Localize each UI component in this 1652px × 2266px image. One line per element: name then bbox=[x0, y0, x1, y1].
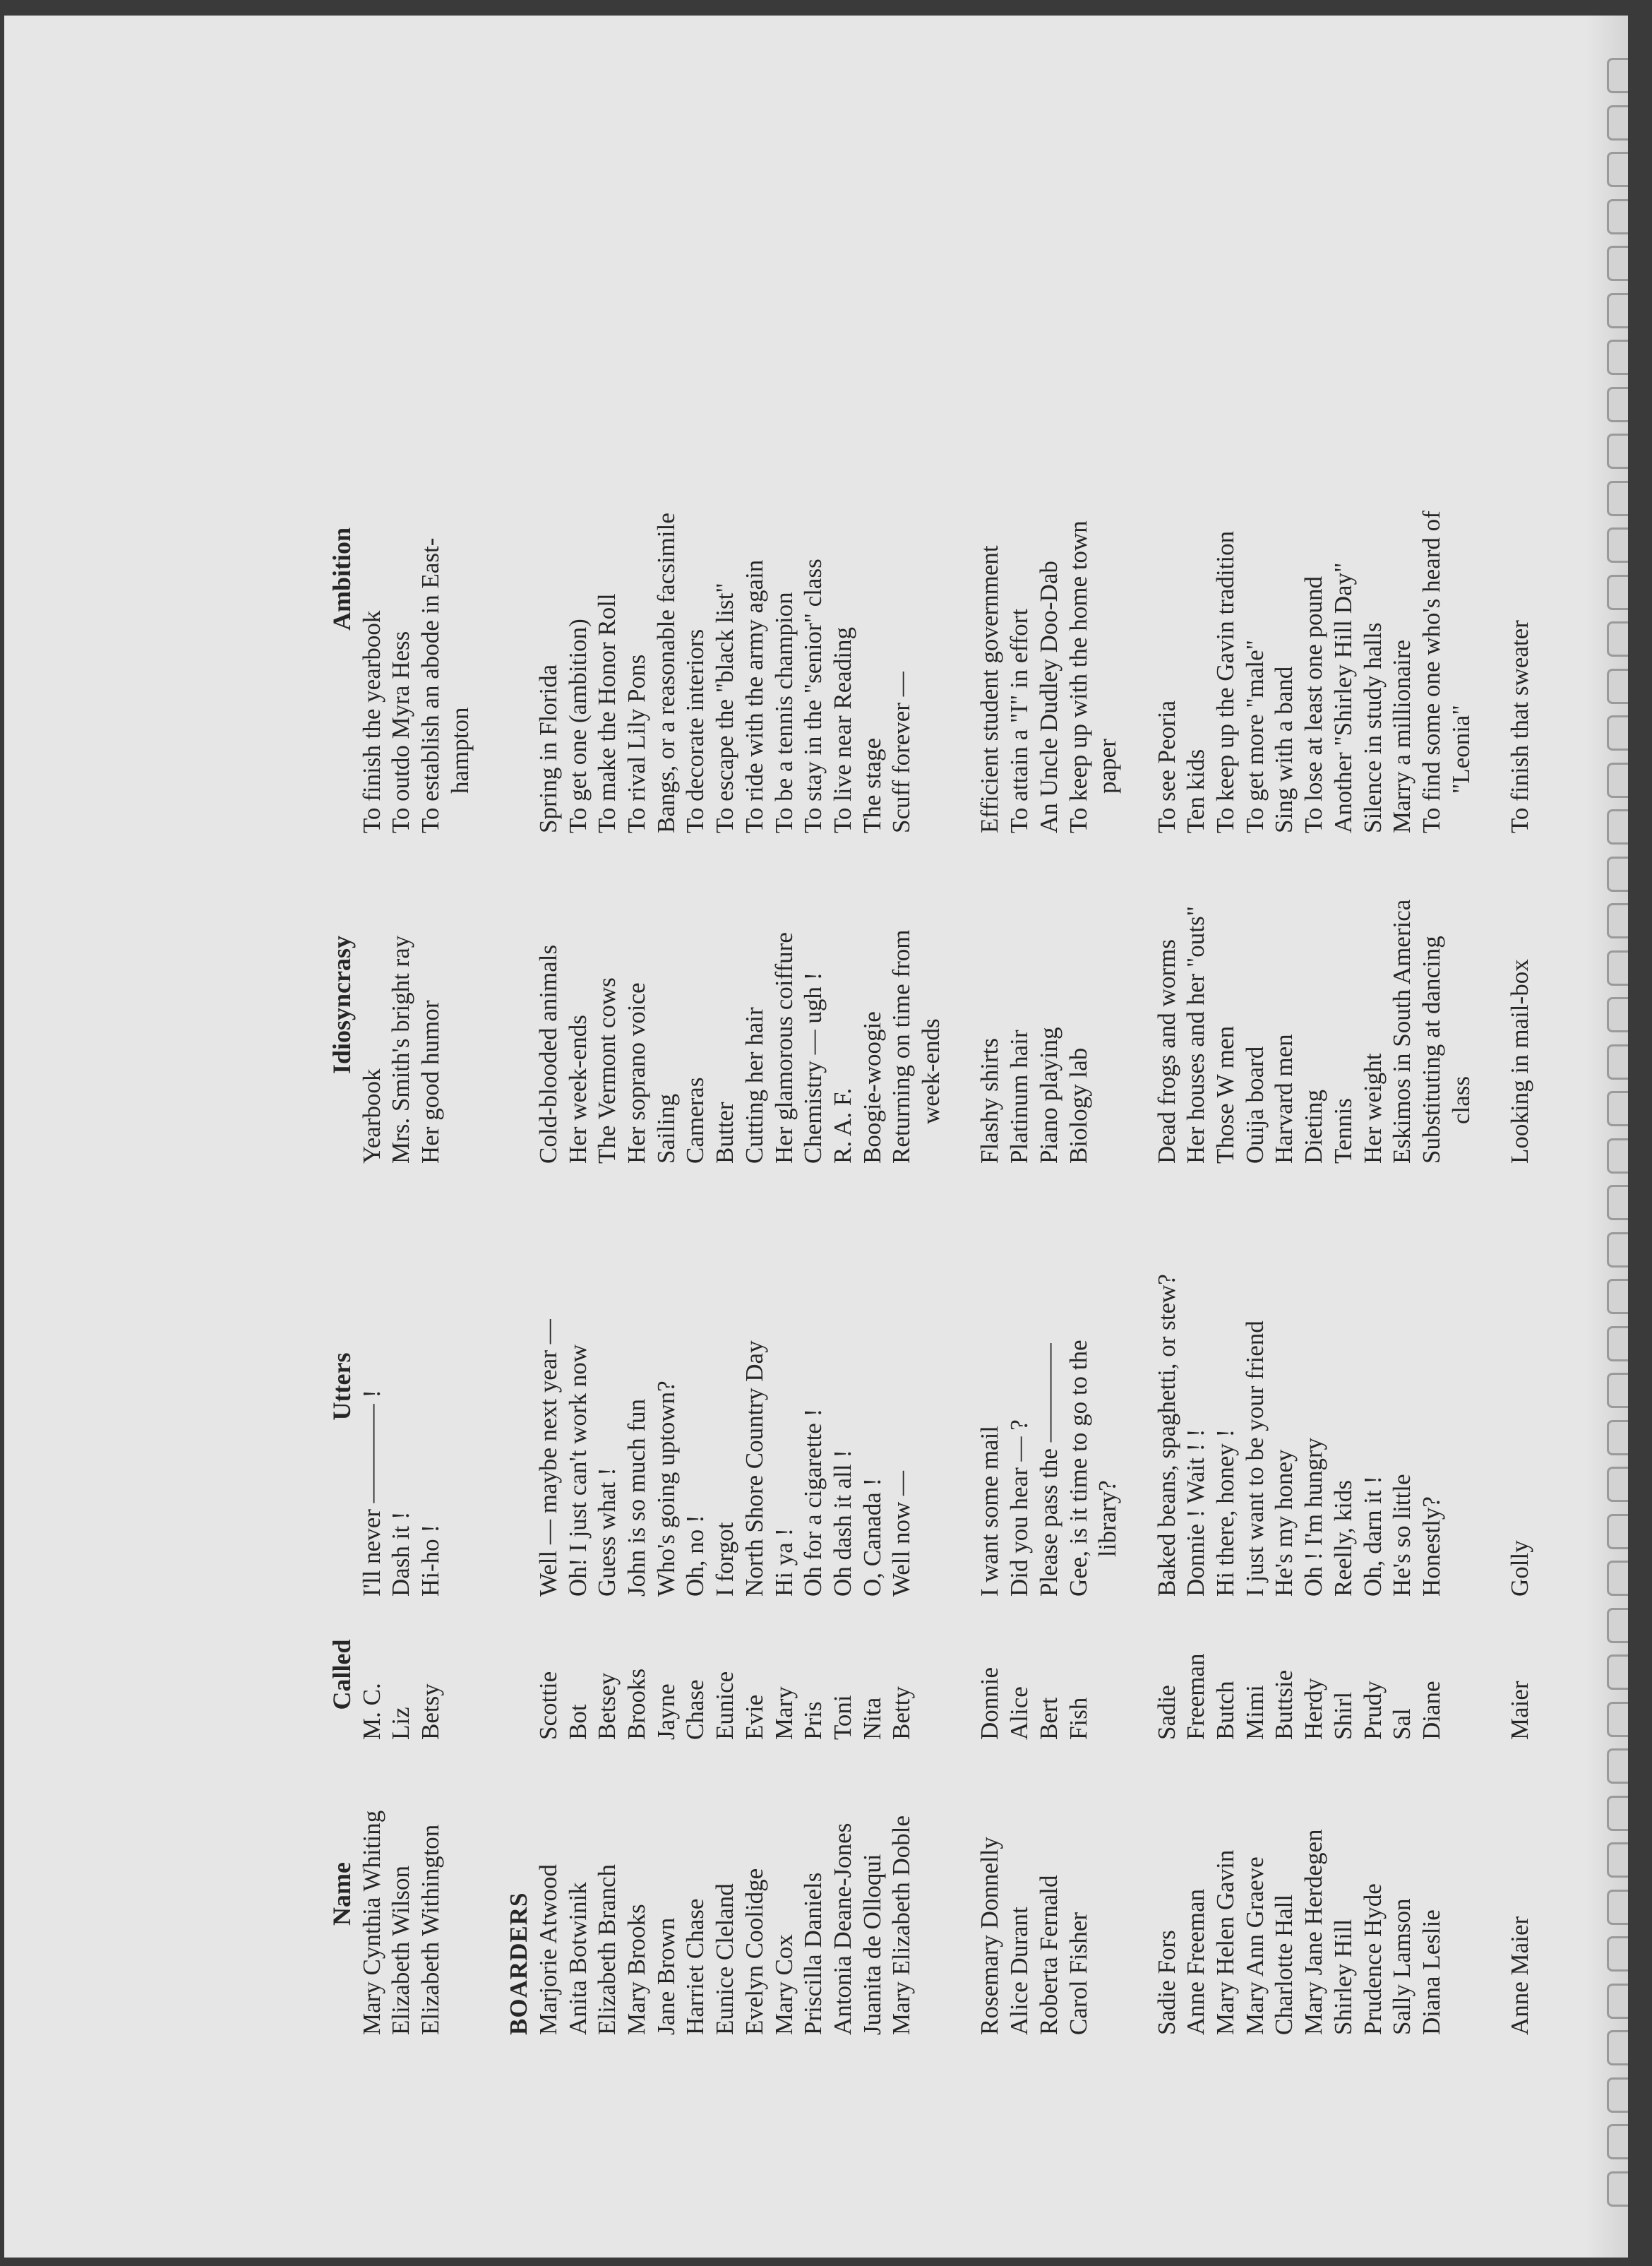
student-nickname: Diane bbox=[1417, 1681, 1445, 1740]
student-ambition: To be a tennis champion bbox=[770, 592, 798, 833]
binding-ring bbox=[1607, 1748, 1628, 1784]
student-nickname: Buttsie bbox=[1270, 1669, 1298, 1740]
binding-ring bbox=[1607, 2124, 1628, 2159]
binding-ring bbox=[1607, 1420, 1628, 1455]
binding-ring bbox=[1607, 1984, 1628, 2019]
student-name: Mary Cox bbox=[770, 1934, 798, 2035]
empty-cell bbox=[916, 325, 946, 833]
student-utters: I just want to be your friend bbox=[1240, 1320, 1269, 1597]
student-name: Marjorie Atwood bbox=[534, 1864, 562, 2035]
empty-cell bbox=[1093, 1609, 1123, 1740]
binding-ring bbox=[1607, 1842, 1628, 1878]
empty-cell bbox=[916, 1176, 946, 1597]
header-idiosyncrasy: Idiosyncrasy bbox=[328, 935, 356, 1075]
empty-cell bbox=[1447, 1753, 1476, 2035]
binding-ring bbox=[1607, 1279, 1628, 1314]
empty-cell bbox=[916, 1753, 946, 2035]
student-idiosyncrasy: Sailing bbox=[652, 1093, 680, 1164]
empty-cell bbox=[1447, 1176, 1476, 1597]
binding-ring bbox=[1607, 1936, 1628, 1972]
student-ambition: To keep up the Gavin tradition bbox=[1211, 530, 1240, 833]
student-idiosyncrasy: Boogie-woogie bbox=[858, 1011, 886, 1164]
student-utters: Hi there, honey ! bbox=[1211, 1429, 1240, 1597]
binding-ring bbox=[1607, 1890, 1628, 1925]
student-utters: Oh ! I'm hungry bbox=[1300, 1437, 1328, 1597]
student-idiosyncrasy: Cameras bbox=[681, 1077, 710, 1164]
student-name: Evelyn Coolidge bbox=[740, 1868, 768, 2035]
student-ambition: Another "Shirley Hill Day" bbox=[1329, 562, 1357, 833]
student-utters: Hi ya ! bbox=[770, 1527, 798, 1597]
student-nickname: Herdy bbox=[1300, 1678, 1328, 1740]
binding-ring bbox=[1607, 1796, 1628, 1831]
student-ambition: Scuff forever — bbox=[887, 672, 916, 833]
student-utters: He's my honey bbox=[1270, 1449, 1298, 1597]
student-nickname: Betsy bbox=[417, 1683, 445, 1740]
spiral-binding bbox=[1601, 58, 1628, 2233]
student-name: Rosemary Donnelly bbox=[976, 1837, 1004, 2035]
binding-ring bbox=[1607, 527, 1628, 563]
binding-ring bbox=[1607, 950, 1628, 986]
student-nickname: Mary bbox=[770, 1686, 798, 1740]
empty-cell bbox=[1447, 1609, 1476, 1740]
binding-ring bbox=[1607, 763, 1628, 798]
binding-ring bbox=[1607, 1514, 1628, 1549]
binding-ring bbox=[1607, 2030, 1628, 2065]
student-name: Mary Jane Herdegen bbox=[1300, 1829, 1328, 2035]
student-idiosyncrasy: Substituting at dancing bbox=[1417, 936, 1445, 1164]
student-idiosyncrasy: Yearbook bbox=[357, 1068, 385, 1164]
group-spacer bbox=[1476, 325, 1505, 2035]
student-idiosyncrasy: Piano playing bbox=[1034, 1027, 1063, 1164]
student-name: Anne Maier bbox=[1506, 1916, 1534, 2035]
student-nickname: Sal bbox=[1388, 1708, 1416, 1740]
student-idiosyncrasy: Mrs. Smith's bright ray bbox=[387, 935, 415, 1164]
student-idiosyncrasy: Eskimos in South America bbox=[1388, 899, 1416, 1164]
student-name: Mary Brooks bbox=[623, 1904, 651, 2035]
student-name: Jane Brown bbox=[652, 1917, 680, 2035]
student-utters: Well now — bbox=[887, 1471, 916, 1597]
student-name: Sadie Fors bbox=[1152, 1930, 1180, 2035]
student-nickname: Fish bbox=[1064, 1697, 1092, 1740]
student-ambition: To outdo Myra Hess bbox=[387, 631, 415, 833]
student-nickname: Nita bbox=[858, 1697, 886, 1740]
student-ambition: To stay in the "senior" class bbox=[799, 559, 827, 833]
binding-ring bbox=[1607, 340, 1628, 375]
binding-ring bbox=[1607, 857, 1628, 892]
student-utters: Dash it ! bbox=[387, 1511, 415, 1597]
student-idiosyncrasy: Chemistry — ugh ! bbox=[799, 972, 827, 1164]
student-utters: Please pass the ———— bbox=[1034, 1343, 1063, 1597]
student-ambition: Spring in Florida bbox=[534, 664, 562, 833]
student-utters: Well — maybe next year — bbox=[534, 1319, 562, 1597]
empty-cell bbox=[1093, 1753, 1123, 2035]
student-utters: North Shore Country Day bbox=[740, 1340, 768, 1597]
student-name: Elizabeth Branch bbox=[593, 1864, 621, 2035]
student-name: Shirley Hill bbox=[1329, 1919, 1357, 2035]
student-utters: Hi-ho ! bbox=[417, 1524, 445, 1597]
student-utters: Did you hear — ? bbox=[1005, 1419, 1034, 1597]
binding-ring bbox=[1607, 1467, 1628, 1502]
student-utters: Oh, darn it ! bbox=[1358, 1475, 1387, 1597]
student-name: Alice Durant bbox=[1005, 1907, 1034, 2035]
student-nickname: Sadie bbox=[1152, 1685, 1180, 1740]
student-idiosyncrasy: Tennis bbox=[1329, 1098, 1357, 1164]
student-nickname: Scottie bbox=[534, 1671, 562, 1740]
student-ambition: Marry a millionaire bbox=[1388, 639, 1416, 833]
student-idiosyncrasy: Her week-ends bbox=[563, 1015, 592, 1164]
empty-cell bbox=[445, 1753, 475, 2035]
binding-ring bbox=[1607, 621, 1628, 657]
student-name: Elizabeth Withington bbox=[417, 1824, 445, 2035]
student-idiosyncrasy: Harvard men bbox=[1270, 1034, 1298, 1164]
student-name: Diana Leslie bbox=[1417, 1909, 1445, 2035]
student-utters-continued: library? bbox=[1094, 1480, 1122, 1557]
binding-ring bbox=[1607, 481, 1628, 516]
binding-ring bbox=[1607, 1561, 1628, 1596]
binding-ring bbox=[1607, 105, 1628, 141]
student-utters: Oh dash it all ! bbox=[828, 1449, 856, 1597]
student-idiosyncrasy: Cutting her hair bbox=[740, 1007, 768, 1164]
student-nickname: Bert bbox=[1034, 1697, 1063, 1740]
student-utters: Donnie ! Wait ! ! bbox=[1182, 1429, 1210, 1597]
student-utters: Oh, no ! bbox=[681, 1515, 710, 1597]
group-spacer bbox=[946, 325, 976, 2035]
student-nickname: Chase bbox=[681, 1679, 710, 1740]
binding-ring bbox=[1607, 293, 1628, 328]
student-name: Mary Cynthia Whiting bbox=[357, 1810, 385, 2035]
student-ambition: To ride with the army again bbox=[740, 559, 768, 833]
student-nickname: Mimi bbox=[1240, 1685, 1269, 1740]
student-ambition: To get more "male" bbox=[1240, 640, 1269, 833]
student-idiosyncrasy: Returning on time from bbox=[887, 929, 916, 1164]
empty-cell bbox=[445, 1609, 475, 1740]
empty-cell bbox=[1093, 846, 1123, 1164]
binding-ring bbox=[1607, 1608, 1628, 1643]
student-idiosyncrasy: Looking in mail-box bbox=[1506, 959, 1534, 1164]
header-utters: Utters bbox=[328, 1352, 356, 1421]
student-idiosyncrasy: Biology lab bbox=[1064, 1047, 1092, 1164]
student-utters: He's so little bbox=[1388, 1474, 1416, 1597]
binding-ring bbox=[1607, 1185, 1628, 1220]
student-ambition: Efficient student government bbox=[976, 545, 1004, 833]
student-ambition: To finish the yearbook bbox=[357, 610, 385, 833]
group-spacer bbox=[1123, 325, 1152, 2035]
binding-ring bbox=[1607, 1654, 1628, 1690]
student-ambition: The stage bbox=[858, 737, 886, 833]
student-nickname: M. C. bbox=[357, 1683, 385, 1740]
student-ambition: To finish that sweater bbox=[1506, 620, 1534, 833]
student-utters: Oh! I just can't work now bbox=[563, 1344, 592, 1597]
student-name: Priscilla Daniels bbox=[799, 1872, 827, 2035]
student-nickname: Freeman bbox=[1182, 1653, 1210, 1740]
binding-ring bbox=[1607, 434, 1628, 469]
student-nickname: Eunice bbox=[711, 1671, 739, 1740]
binding-ring bbox=[1607, 2171, 1628, 2207]
student-nickname: Donnie bbox=[976, 1666, 1004, 1740]
student-ambition: Sing with a band bbox=[1270, 666, 1298, 833]
student-ambition: To get one (ambition) bbox=[563, 619, 592, 833]
binding-ring bbox=[1607, 1044, 1628, 1080]
binding-ring bbox=[1607, 809, 1628, 845]
student-ambition: Silence in study halls bbox=[1358, 622, 1387, 833]
student-ambition-continued: "Leonia" bbox=[1447, 705, 1475, 794]
student-nickname: Betsey bbox=[593, 1672, 621, 1740]
student-nickname: Evie bbox=[740, 1694, 768, 1740]
senior-table bbox=[328, 185, 1535, 2035]
student-idiosyncrasy: Her soprano voice bbox=[623, 982, 651, 1164]
binding-ring bbox=[1607, 387, 1628, 422]
student-name: Eunice Cleland bbox=[711, 1883, 739, 2035]
student-ambition: To keep up with the home town bbox=[1064, 520, 1092, 833]
student-nickname: Prudy bbox=[1358, 1681, 1387, 1740]
student-idiosyncrasy: Her weight bbox=[1358, 1053, 1387, 1164]
student-utters: O, Canada ! bbox=[858, 1477, 886, 1597]
student-idiosyncrasy: Cold-blooded animals bbox=[534, 944, 562, 1164]
rotated-table bbox=[328, 185, 1534, 2035]
student-ambition: To see Peoria bbox=[1152, 700, 1180, 833]
student-nickname: Brooks bbox=[623, 1668, 651, 1740]
binding-ring bbox=[1607, 1373, 1628, 1408]
student-ambition: To attain a "I" in effort bbox=[1005, 608, 1034, 833]
student-nickname: Maier bbox=[1506, 1681, 1534, 1740]
student-idiosyncrasy-continued: class bbox=[1447, 1075, 1475, 1124]
binding-ring bbox=[1607, 2077, 1628, 2113]
student-idiosyncrasy: Dieting bbox=[1300, 1090, 1328, 1164]
student-utters: Golly bbox=[1506, 1540, 1534, 1597]
binding-ring bbox=[1607, 1232, 1628, 1268]
header-called: Called bbox=[328, 1639, 356, 1710]
student-idiosyncrasy: Dead frogs and worms bbox=[1152, 939, 1180, 1164]
binding-ring bbox=[1607, 669, 1628, 704]
student-ambition: To escape the "black list" bbox=[711, 583, 739, 833]
binding-ring bbox=[1607, 1702, 1628, 1737]
student-name: Mary Ann Graeve bbox=[1240, 1856, 1269, 2035]
student-name: Carol Fisher bbox=[1064, 1912, 1092, 2035]
student-name: Anne Freeman bbox=[1182, 1888, 1210, 2035]
student-nickname: Bot bbox=[563, 1704, 592, 1740]
student-idiosyncrasy-continued: week-ends bbox=[917, 1018, 945, 1124]
student-nickname: Jayne bbox=[652, 1683, 680, 1740]
student-name: Prudence Hyde bbox=[1358, 1883, 1387, 2035]
binding-ring bbox=[1607, 715, 1628, 751]
empty-cell bbox=[445, 846, 475, 1164]
student-nickname: Alice bbox=[1005, 1686, 1034, 1740]
student-name: Mary Helen Gavin bbox=[1211, 1849, 1240, 2035]
student-ambition: To live near Reading bbox=[828, 626, 856, 833]
binding-ring bbox=[1607, 903, 1628, 938]
student-idiosyncrasy: Those W men bbox=[1211, 1025, 1240, 1164]
student-name: Juanita de Olloqui bbox=[858, 1854, 886, 2035]
student-utters: Guess what ! bbox=[593, 1467, 621, 1597]
student-ambition-continued: hampton bbox=[445, 707, 474, 794]
student-nickname: Betty bbox=[887, 1686, 916, 1740]
student-nickname: Liz bbox=[387, 1707, 415, 1740]
student-name: Charlotte Hall bbox=[1270, 1894, 1298, 2035]
section-heading-boarders: BOARDERS bbox=[505, 1892, 533, 2035]
binding-ring bbox=[1607, 575, 1628, 610]
group-spacer bbox=[475, 325, 505, 2035]
binding-ring bbox=[1607, 152, 1628, 187]
student-ambition: To lose at least one pound bbox=[1300, 576, 1328, 833]
student-ambition: To rival Lily Pons bbox=[623, 654, 651, 833]
student-name: Harriet Chase bbox=[681, 1898, 710, 2035]
student-utters: Oh for a cigarette ! bbox=[799, 1408, 827, 1597]
student-name: Sally Lamson bbox=[1388, 1898, 1416, 2035]
student-utters: Reelly, kids bbox=[1329, 1480, 1357, 1597]
student-idiosyncrasy: Platinum hair bbox=[1005, 1030, 1034, 1164]
student-ambition: To find some one who's heard of bbox=[1417, 511, 1445, 833]
student-idiosyncrasy: R. A. F. bbox=[828, 1087, 856, 1164]
binding-ring bbox=[1607, 58, 1628, 93]
student-ambition-continued: paper bbox=[1094, 739, 1122, 794]
header-ambition: Ambition bbox=[328, 527, 356, 631]
student-idiosyncrasy: Ouija board bbox=[1240, 1046, 1269, 1164]
student-idiosyncrasy: Her good humor bbox=[417, 1000, 445, 1164]
yearbook-page bbox=[4, 16, 1628, 2258]
binding-ring bbox=[1607, 1326, 1628, 1361]
binding-ring bbox=[1607, 246, 1628, 281]
student-ambition: Bangs, or a reasonable facsimile bbox=[652, 513, 680, 833]
student-utters: Baked beans, spaghetti, or stew? bbox=[1152, 1274, 1180, 1597]
empty-cell bbox=[916, 1609, 946, 1740]
student-name: Anita Botwinik bbox=[563, 1882, 592, 2035]
student-utters: I forgot bbox=[711, 1522, 739, 1597]
student-nickname: Butch bbox=[1211, 1681, 1240, 1740]
student-nickname: Pris bbox=[799, 1701, 827, 1740]
student-name: Roberta Fernald bbox=[1034, 1875, 1063, 2035]
student-name: Mary Elizabeth Doble bbox=[887, 1815, 916, 2035]
student-utters: I want some mail bbox=[976, 1425, 1004, 1597]
student-name: Elizabeth Wilson bbox=[387, 1866, 415, 2035]
student-idiosyncrasy: Her houses and her "outs" bbox=[1182, 906, 1210, 1164]
student-ambition: To establish an abode in East- bbox=[417, 537, 445, 833]
student-utters: Gee, is it time to go to the bbox=[1064, 1340, 1092, 1597]
header-name: Name bbox=[328, 1862, 356, 1926]
student-nickname: Toni bbox=[828, 1695, 856, 1740]
student-utters: Who's going uptown? bbox=[652, 1381, 680, 1597]
student-utters: I'll never ———— ! bbox=[357, 1389, 385, 1597]
student-idiosyncrasy: Flashy shirts bbox=[976, 1038, 1004, 1164]
student-ambition: To make the Honor Roll bbox=[593, 593, 621, 833]
student-name: Antonia Deane-Jones bbox=[828, 1823, 856, 2035]
binding-ring bbox=[1607, 199, 1628, 234]
empty-cell bbox=[445, 1176, 475, 1597]
binding-ring bbox=[1607, 1138, 1628, 1174]
student-ambition: Ten kids bbox=[1182, 749, 1210, 833]
student-utters: Honestly? bbox=[1417, 1496, 1445, 1597]
student-ambition: An Uncle Dudley Doo-Dab bbox=[1034, 561, 1063, 833]
student-idiosyncrasy: Her glamorous coiffure bbox=[770, 932, 798, 1164]
student-nickname: Shirl bbox=[1329, 1691, 1357, 1740]
student-idiosyncrasy: Butter bbox=[711, 1102, 739, 1164]
student-ambition: To decorate interiors bbox=[681, 628, 710, 833]
binding-ring bbox=[1607, 997, 1628, 1032]
student-utters: John is so much fun bbox=[623, 1399, 651, 1597]
binding-ring bbox=[1607, 1091, 1628, 1126]
student-idiosyncrasy: The Vermont cows bbox=[593, 977, 621, 1164]
